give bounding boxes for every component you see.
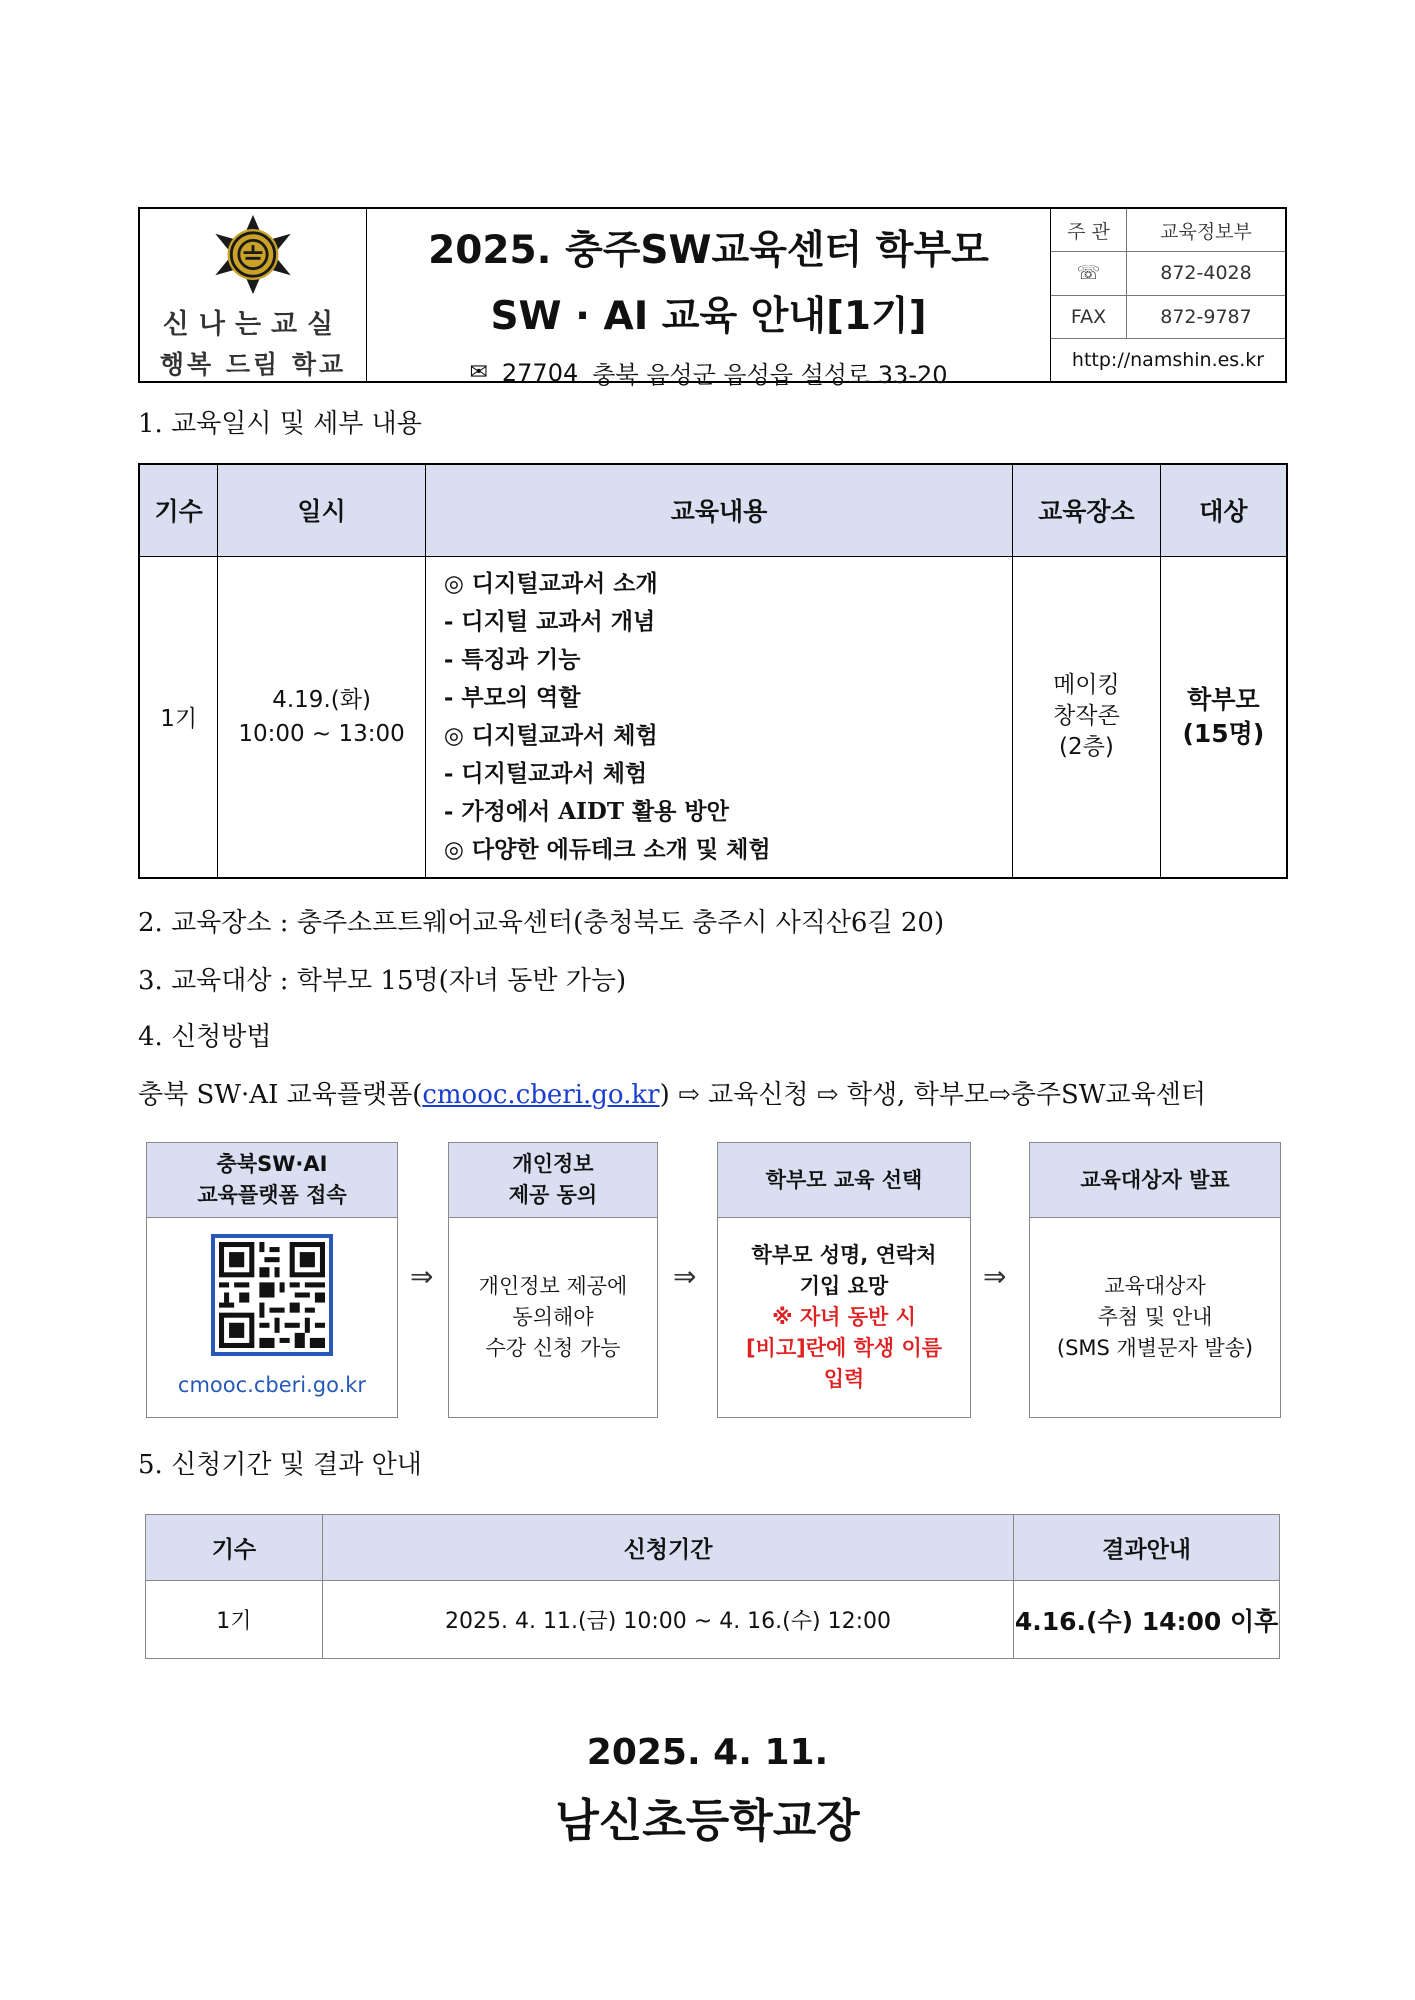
step3-body-line: 학부모 성명, 연락처 <box>751 1243 937 1267</box>
method-prefix: 충북 SW·AI 교육플랫폼( <box>138 1080 423 1110</box>
qr-code-icon[interactable] <box>211 1234 333 1356</box>
issuer-name: 남신초등학교장 <box>555 1794 860 1847</box>
header-term: 기수 <box>146 1515 323 1581</box>
logo-slogan-2: 행복 드림 학교 <box>159 350 347 379</box>
step-consent-body <box>448 1218 658 1418</box>
header-place: 교육장소 <box>1013 464 1161 556</box>
title-cell <box>367 209 1051 389</box>
target-line: 학부모 <box>1187 684 1260 714</box>
datetime-cell <box>218 556 426 878</box>
step4-body-line: (SMS 개별문자 발송) <box>1056 1336 1254 1360</box>
logo-slogan-1: 신나는교실 <box>162 309 344 340</box>
mail-icon: ✉ <box>469 360 488 385</box>
header-term: 기수 <box>139 464 218 556</box>
section-heading-3: 3. 교육대상 : 학부모 15명(자녀 동반 가능) <box>138 966 627 996</box>
step1-head-line: 충북SW·AI <box>216 1152 328 1176</box>
application-period-table <box>145 1514 1280 1659</box>
content-item: - 가정에서 AIDT 활용 방안 <box>443 797 729 825</box>
step4-body-line: 추첨 및 안내 <box>1097 1305 1213 1329</box>
section-heading-5: 5. 신청기간 및 결과 안내 <box>138 1450 422 1480</box>
section-heading-1: 1. 교육일시 및 세부 내용 <box>138 409 422 439</box>
fax-value: 872-9787 <box>1160 305 1252 328</box>
school-emblem-icon <box>198 213 308 296</box>
place-cell <box>1013 556 1161 878</box>
content-item: ◎ 디지털교과서 체험 <box>443 721 658 749</box>
org-key: 주 관 <box>1051 209 1127 251</box>
address-text: 충북 음성군 음성읍 설성로 33-20 <box>592 361 948 389</box>
school-website-link[interactable]: http://namshin.es.kr <box>1071 348 1265 371</box>
target-cell <box>1160 556 1287 878</box>
step3-note-line: ※ 자녀 동반 시 <box>772 1305 916 1329</box>
org-row <box>1051 209 1285 252</box>
header-target: 대상 <box>1160 464 1287 556</box>
header-content: 교육내용 <box>425 464 1012 556</box>
step1-head-line: 교육플랫폼 접속 <box>197 1183 347 1207</box>
section-heading-2: 2. 교육장소 : 충주소프트웨어교육센터(충청북도 충주시 사직산6길 20) <box>138 908 945 938</box>
step-platform-access-body <box>146 1218 398 1418</box>
document-title-line2: SW · AI 교육 안내[1기] <box>490 294 927 339</box>
section-heading-4: 4. 신청방법 <box>138 1022 272 1052</box>
step4-body-line: 교육대상자 <box>1104 1274 1206 1298</box>
step2-body-line: 개인정보 제공에 <box>478 1274 628 1298</box>
place-line: 창작존 <box>1053 703 1120 729</box>
step-select-course-body <box>717 1218 971 1418</box>
flow-arrow-icon: ⇒ <box>983 1260 1007 1293</box>
place-line: (2층) <box>1059 734 1114 760</box>
platform-url[interactable]: cmooc.cberi.go.kr <box>177 1373 367 1397</box>
method-suffix: ) ⇨ 교육신청 ⇨ 학생, 학부모⇨충주SW교육센터 <box>659 1080 1206 1110</box>
target-line: (15명) <box>1182 718 1265 748</box>
step3-body-line: 기입 요망 <box>799 1274 889 1298</box>
term-cell: 1기 <box>139 556 218 878</box>
date-text: 4.19.(화) <box>272 686 371 713</box>
postal-code: 27704 <box>501 358 579 387</box>
application-method <box>138 1074 1206 1111</box>
term-cell: 1기 <box>146 1581 323 1659</box>
step-consent-head <box>448 1142 658 1218</box>
school-address <box>469 355 947 390</box>
content-item: - 부모의 역할 <box>443 683 581 711</box>
step2-body-line: 동의해야 <box>512 1305 594 1329</box>
document-header <box>138 207 1287 389</box>
org-value: 교육정보부 <box>1160 220 1252 243</box>
phone-value: 872-4028 <box>1160 262 1252 285</box>
schedule-row <box>139 556 1287 878</box>
contact-info-cell <box>1051 209 1285 381</box>
content-item: - 특징과 기능 <box>443 645 581 673</box>
step-announcement-head: 교육대상자 발표 <box>1029 1142 1281 1218</box>
time-text: 10:00 ~ 13:00 <box>238 720 405 747</box>
school-logo-cell <box>140 209 367 381</box>
phone-icon: ☏ <box>1051 252 1127 294</box>
fax-key: FAX <box>1051 296 1127 338</box>
step2-body-line: 수강 신청 가능 <box>485 1336 621 1360</box>
step-select-course-head: 학부모 교육 선택 <box>717 1142 971 1218</box>
header-period: 신청기간 <box>322 1515 1013 1581</box>
step-platform-access-head <box>146 1142 398 1218</box>
header-datetime: 일시 <box>218 464 426 556</box>
phone-row <box>1051 252 1285 295</box>
step2-head-line: 개인정보 <box>512 1152 594 1176</box>
url-row <box>1051 339 1285 381</box>
content-item: ◎ 다양한 에듀테크 소개 및 체험 <box>443 835 771 863</box>
platform-link[interactable]: cmooc.cberi.go.kr <box>422 1080 660 1110</box>
period-cell: 2025. 4. 11.(금) 10:00 ~ 4. 16.(수) 12:00 <box>322 1581 1013 1659</box>
result-cell: 4.16.(수) 14:00 이후 <box>1014 1581 1280 1659</box>
content-item: ◎ 디지털교과서 소개 <box>443 569 658 597</box>
issue-date: 2025. 4. 11. <box>586 1732 829 1773</box>
document-title-line1: 2025. 충주SW교육센터 학부모 <box>428 228 989 273</box>
place-line: 메이킹 <box>1053 672 1120 698</box>
flow-arrow-icon: ⇒ <box>673 1260 697 1293</box>
fax-row <box>1051 296 1285 339</box>
content-cell <box>425 556 1012 878</box>
step3-note-line: 입력 <box>823 1367 865 1391</box>
header-result: 결과안내 <box>1014 1515 1280 1581</box>
content-item: - 디지털교과서 체험 <box>443 759 648 787</box>
period-header-row <box>146 1515 1280 1581</box>
content-item: - 디지털 교과서 개념 <box>443 607 656 635</box>
schedule-header-row <box>139 464 1287 556</box>
period-row <box>146 1581 1280 1659</box>
schedule-table <box>138 463 1288 879</box>
step2-head-line: 제공 동의 <box>508 1183 598 1207</box>
step3-note-line: [비고]란에 학생 이름 <box>745 1336 943 1360</box>
flow-arrow-icon: ⇒ <box>410 1260 434 1293</box>
step-announcement-body <box>1029 1218 1281 1418</box>
